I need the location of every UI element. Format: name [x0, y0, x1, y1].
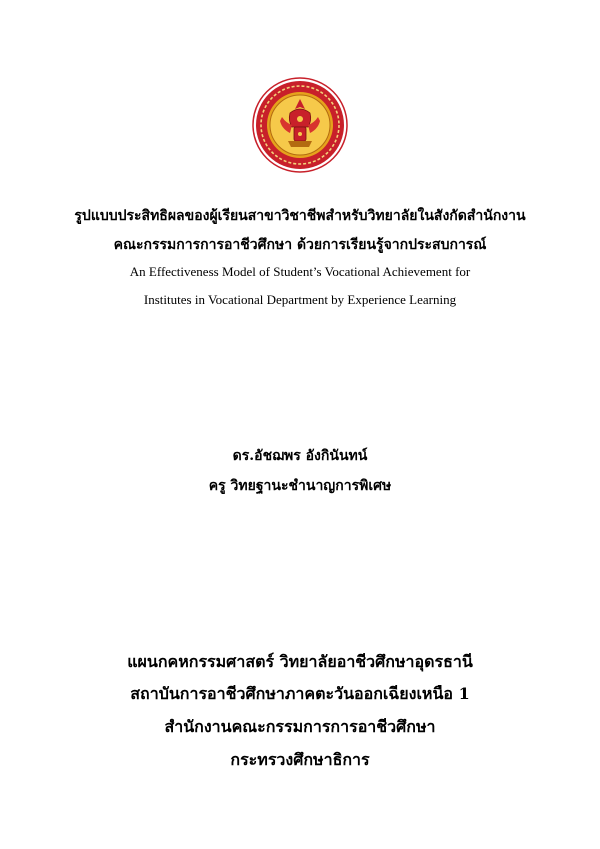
- title-english-line-1: An Effectiveness Model of Student’s Vocational Achievement for: [129, 264, 471, 279]
- organization-ministry: กระทรวงศึกษาธิการ: [230, 750, 370, 769]
- organization-department: แผนกคหกรรมศาสตร์ วิทยาลัยอาชีวศึกษาอุดรธานี: [127, 652, 473, 671]
- title-thai-line-1: รูปแบบประสิทธิผลของผู้เรียนสาขาวิชาชีพสำหรับวิทยาลัยในสังกัดสำนักงาน: [74, 208, 526, 224]
- organization-institute: สถาบันการอาชีวศึกษาภาคตะวันออกเฉียงเหนือ 1: [130, 684, 470, 703]
- author-name: ดร.อัชฌพร อังกินันทน์: [232, 448, 368, 464]
- vocational-education-commission-seal-icon: [252, 77, 348, 173]
- title-english-line-2: Institutes in Vocational Department by Experience Learning: [143, 292, 457, 307]
- organization-office: สำนักงานคณะกรรมการการอาชีวศึกษา: [164, 717, 436, 736]
- title-thai-line-2: คณะกรรมการการอาชีวศึกษา ด้วยการเรียนรู้จากประสบการณ์: [113, 237, 487, 253]
- seal-graphic: [252, 77, 348, 173]
- author-position: ครู วิทยฐานะชำนาญการพิเศษ: [208, 478, 392, 494]
